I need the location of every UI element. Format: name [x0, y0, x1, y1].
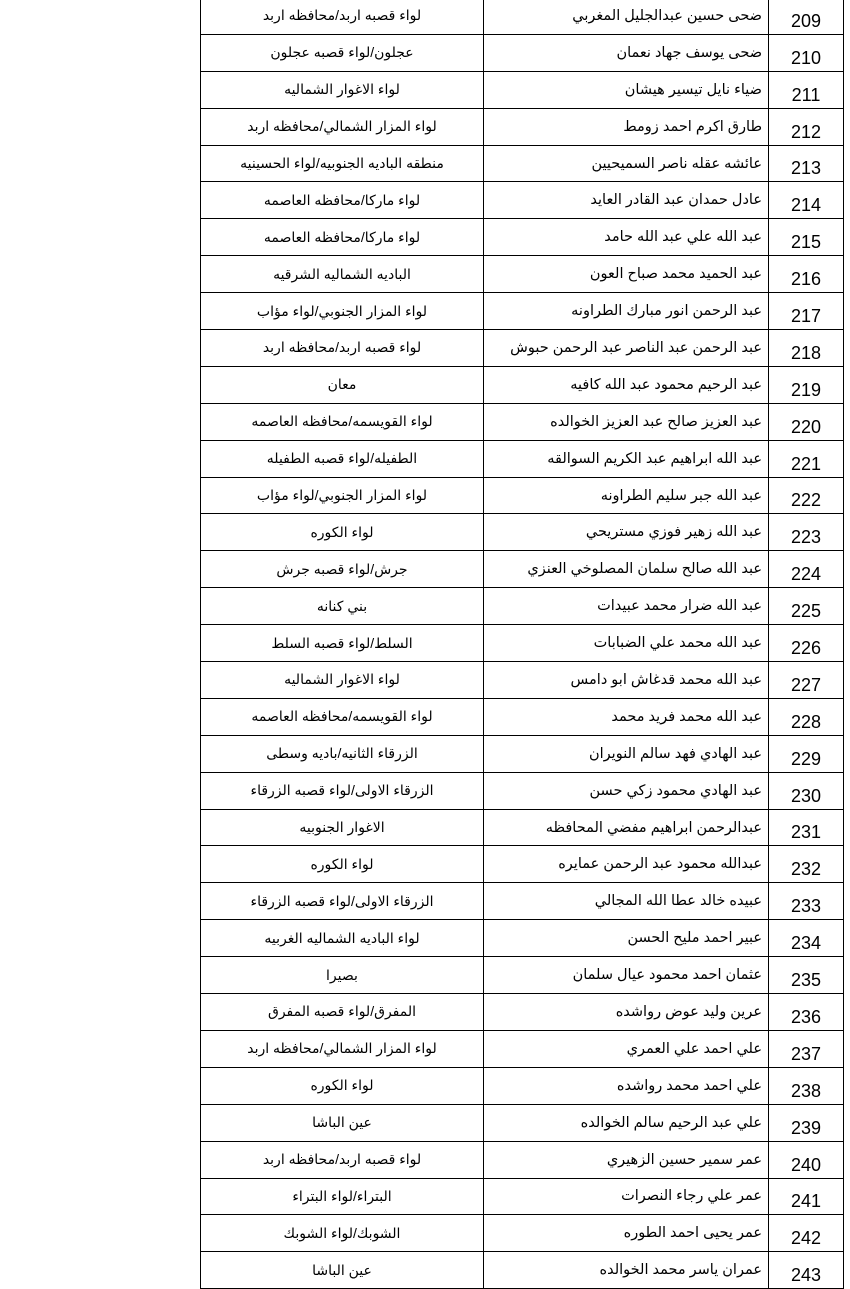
location-cell: بصيرا [201, 957, 484, 994]
table-row [201, 145, 844, 182]
number-cell: 215 [769, 219, 844, 256]
location-cell: لواء قصبه اربد/محافظه اربد [201, 1141, 484, 1178]
location-cell: لواء الكوره [201, 1067, 484, 1104]
table-row [201, 551, 844, 588]
location-cell: لواء الكوره [201, 514, 484, 551]
location-cell: جرش/لواء قصبه جرش [201, 551, 484, 588]
table-row [201, 440, 844, 477]
table-row [201, 182, 844, 219]
number-cell: 236 [769, 994, 844, 1031]
table-row [201, 0, 844, 34]
number-cell: 214 [769, 182, 844, 219]
location-cell: منطقه الباديه الجنوبيه/لواء الحسينيه [201, 145, 484, 182]
location-cell: لواء قصبه اربد/محافظه اربد [201, 330, 484, 367]
name-cell: عبد الهادي فهد سالم النويران [484, 735, 769, 772]
table-row [201, 477, 844, 514]
results-table [200, 0, 844, 1289]
table-row [201, 920, 844, 957]
table-row [201, 366, 844, 403]
table-row [201, 1067, 844, 1104]
location-cell: المفرق/لواء قصبه المفرق [201, 994, 484, 1031]
name-cell: عبد الحميد محمد صباح العون [484, 256, 769, 293]
number-cell: 226 [769, 625, 844, 662]
name-cell: ضحى يوسف جهاد نعمان [484, 34, 769, 71]
name-cell: عبد الله محمد قدغاش ابو دامس [484, 662, 769, 699]
location-cell: الاغوار الجنوبيه [201, 809, 484, 846]
name-cell: عبد الرحمن انور مبارك الطراونه [484, 293, 769, 330]
name-cell: عمر علي رجاء النصرات [484, 1178, 769, 1215]
name-cell: علي احمد محمد رواشده [484, 1067, 769, 1104]
table-row [201, 662, 844, 699]
table-row [201, 772, 844, 809]
table-row [201, 1104, 844, 1141]
table-row [201, 293, 844, 330]
table-row [201, 994, 844, 1031]
location-cell: السلط/لواء قصبه السلط [201, 625, 484, 662]
location-cell: لواء المزار الجنوبي/لواء مؤاب [201, 293, 484, 330]
location-cell: لواء الاغوار الشماليه [201, 662, 484, 699]
name-cell: عبد الله صالح سلمان المصلوخي العنزي [484, 551, 769, 588]
location-cell: الزرقاء الثانيه/باديه وسطى [201, 735, 484, 772]
number-cell: 239 [769, 1104, 844, 1141]
number-cell: 229 [769, 735, 844, 772]
table-row [201, 1141, 844, 1178]
table-row [201, 108, 844, 145]
name-cell: عبد الرحيم محمود عبد الله كافيه [484, 366, 769, 403]
number-cell: 227 [769, 662, 844, 699]
name-cell: عمر سمير حسين الزهيري [484, 1141, 769, 1178]
name-cell: عمران ياسر محمد الخوالده [484, 1252, 769, 1289]
location-cell: عين الباشا [201, 1252, 484, 1289]
table-row [201, 588, 844, 625]
number-cell: 242 [769, 1215, 844, 1252]
number-cell: 233 [769, 883, 844, 920]
location-cell: الطفيله/لواء قصبه الطفيله [201, 440, 484, 477]
table-row [201, 1252, 844, 1289]
location-cell: لواء الباديه الشماليه الغربيه [201, 920, 484, 957]
location-cell: لواء الكوره [201, 846, 484, 883]
number-cell: 220 [769, 403, 844, 440]
location-cell: البتراء/لواء البتراء [201, 1178, 484, 1215]
number-cell: 232 [769, 846, 844, 883]
name-cell: طارق اكرم احمد زومط [484, 108, 769, 145]
location-cell: عجلون/لواء قصبه عجلون [201, 34, 484, 71]
table-row [201, 256, 844, 293]
table-row [201, 809, 844, 846]
table-row [201, 846, 844, 883]
table-row [201, 957, 844, 994]
name-cell: ضياء نايل تيسير هيشان [484, 71, 769, 108]
number-cell: 238 [769, 1067, 844, 1104]
table-row [201, 514, 844, 551]
table-row [201, 403, 844, 440]
number-cell: 210 [769, 34, 844, 71]
number-cell: 235 [769, 957, 844, 994]
table-row [201, 1215, 844, 1252]
table-row [201, 625, 844, 662]
location-cell: لواء ماركا/محافظه العاصمه [201, 219, 484, 256]
number-cell: 216 [769, 256, 844, 293]
number-cell: 211 [769, 71, 844, 108]
name-cell: علي عبد الرحيم سالم الخوالده [484, 1104, 769, 1141]
number-cell: 212 [769, 108, 844, 145]
location-cell: لواء المزار الجنوبي/لواء مؤاب [201, 477, 484, 514]
number-cell: 237 [769, 1030, 844, 1067]
table-row [201, 71, 844, 108]
name-cell: علي احمد علي العمري [484, 1030, 769, 1067]
name-cell: عبدالله محمود عبد الرحمن عمايره [484, 846, 769, 883]
name-cell: عبد الله جبر سليم الطراونه [484, 477, 769, 514]
name-cell: عبد الله زهير فوزي مستريحي [484, 514, 769, 551]
table-row [201, 1030, 844, 1067]
number-cell: 223 [769, 514, 844, 551]
name-cell: عبد الله ابراهيم عبد الكريم السوالقه [484, 440, 769, 477]
name-cell: عادل حمدان عبد القادر العايد [484, 182, 769, 219]
name-cell: عبيده خالد عطا الله المجالي [484, 883, 769, 920]
name-cell: عمر يحيى احمد الطوره [484, 1215, 769, 1252]
location-cell: لواء ماركا/محافظه العاصمه [201, 182, 484, 219]
number-cell: 230 [769, 772, 844, 809]
name-cell: عبد الهادي محمود زكي حسن [484, 772, 769, 809]
location-cell: الزرقاء الاولى/لواء قصبه الزرقاء [201, 883, 484, 920]
name-cell: عبد الله محمد علي الضبابات [484, 625, 769, 662]
location-cell: بني كنانه [201, 588, 484, 625]
location-cell: الباديه الشماليه الشرقيه [201, 256, 484, 293]
table-row [201, 1178, 844, 1215]
table-row [201, 883, 844, 920]
location-cell: معان [201, 366, 484, 403]
number-cell: 231 [769, 809, 844, 846]
name-cell: عثمان احمد محمود عيال سلمان [484, 957, 769, 994]
number-cell: 219 [769, 366, 844, 403]
number-cell: 222 [769, 477, 844, 514]
location-cell: الشوبك/لواء الشوبك [201, 1215, 484, 1252]
name-cell: عبد الله محمد فريد محمد [484, 698, 769, 735]
number-cell: 241 [769, 1178, 844, 1215]
name-cell: عبد الله علي عبد الله حامد [484, 219, 769, 256]
number-cell: 209 [769, 0, 844, 34]
location-cell: لواء المزار الشمالي/محافظه اربد [201, 108, 484, 145]
name-cell: عبد الله ضرار محمد عبيدات [484, 588, 769, 625]
name-cell: عبدالرحمن ابراهيم مفضي المحافظه [484, 809, 769, 846]
table-row [201, 698, 844, 735]
document-page [200, 0, 840, 1286]
table-row [201, 735, 844, 772]
table-row [201, 330, 844, 367]
location-cell: لواء القويسمه/محافظه العاصمه [201, 403, 484, 440]
number-cell: 221 [769, 440, 844, 477]
name-cell: عائشه عقله ناصر السميحيين [484, 145, 769, 182]
number-cell: 240 [769, 1141, 844, 1178]
location-cell: لواء الاغوار الشماليه [201, 71, 484, 108]
name-cell: عبد الرحمن عبد الناصر عبد الرحمن حبوش [484, 330, 769, 367]
number-cell: 213 [769, 145, 844, 182]
table-body [201, 0, 844, 1289]
table-row [201, 219, 844, 256]
number-cell: 224 [769, 551, 844, 588]
number-cell: 225 [769, 588, 844, 625]
location-cell: لواء المزار الشمالي/محافظه اربد [201, 1030, 484, 1067]
number-cell: 243 [769, 1252, 844, 1289]
table-row [201, 34, 844, 71]
location-cell: لواء القويسمه/محافظه العاصمه [201, 698, 484, 735]
name-cell: عرين وليد عوض رواشده [484, 994, 769, 1031]
location-cell: عين الباشا [201, 1104, 484, 1141]
number-cell: 218 [769, 330, 844, 367]
number-cell: 228 [769, 698, 844, 735]
location-cell: لواء قصبه اربد/محافظه اربد [201, 0, 484, 34]
name-cell: عبد العزيز صالح عبد العزيز الخوالده [484, 403, 769, 440]
number-cell: 217 [769, 293, 844, 330]
location-cell: الزرقاء الاولى/لواء قصبه الزرقاء [201, 772, 484, 809]
name-cell: ضحى حسين عبدالجليل المغربي [484, 0, 769, 34]
name-cell: عبير احمد مليح الحسن [484, 920, 769, 957]
number-cell: 234 [769, 920, 844, 957]
